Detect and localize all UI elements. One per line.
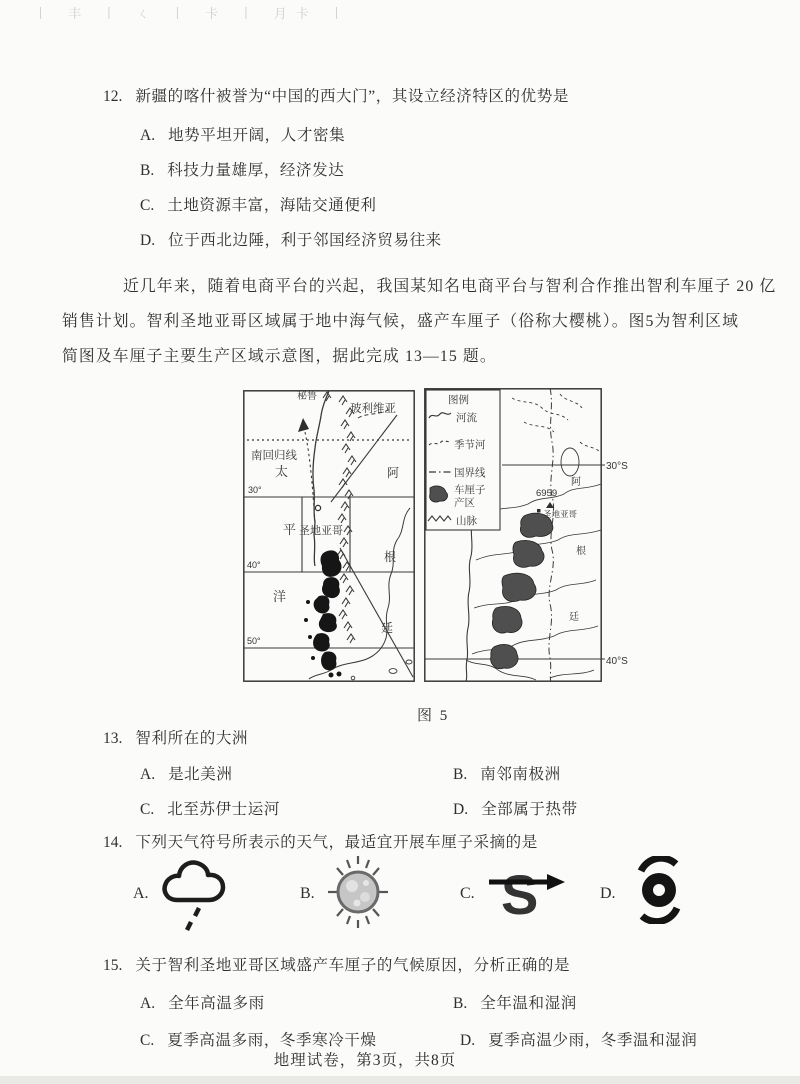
q14-option-a-label: A. — [133, 885, 149, 902]
question-12-stem — [103, 84, 569, 106]
label-peru: 秘鲁 — [297, 391, 317, 402]
santiago-city-marker — [315, 505, 320, 510]
question-13-stem: 13. 智利所在的大洲 — [103, 730, 249, 747]
label-santiago: 圣地亚哥 — [299, 525, 343, 537]
page-footer: 地理试卷，第3页，共8页 — [273, 1052, 457, 1069]
sunny-icon — [322, 850, 394, 934]
q13-option-c: C. 北至苏伊士运河 — [140, 801, 280, 818]
label-argentina-3: 廷 — [381, 621, 394, 635]
figure-caption: 图 5 — [417, 708, 450, 724]
q12-option-b: B. 科技力量雄厚，经济发达 — [140, 162, 345, 179]
cherry-production-map — [424, 388, 642, 682]
legend-title: 图例 — [448, 394, 469, 406]
label-peak-height: 6959 — [536, 488, 558, 499]
legend-river-label: 河流 — [456, 412, 477, 424]
southern-chile-islands — [304, 550, 342, 677]
q15-option-b: B. 全年温和湿润 — [453, 995, 577, 1012]
label-lat-30: 30° — [248, 485, 262, 495]
chile-coastline — [313, 391, 329, 566]
sandstorm-icon — [487, 862, 571, 924]
label-argentina-3: 廷 — [569, 612, 579, 623]
q12-option-c: C. 土地资源丰富，海陆交通便利 — [140, 197, 377, 214]
label-bolivia: 玻利维亚 — [350, 403, 396, 415]
q15-option-a: A. 全年高温多雨 — [140, 995, 265, 1012]
question-14-stem: 14. 下列天气符号所表示的天气，最适宜开展车厘子采摘的是 — [103, 834, 538, 851]
question-15-stem: 15. 关于智利圣地亚哥区域盛产车厘子的气候原因，分析正确的是 — [103, 957, 571, 974]
q15-option-d: D. 夏季高温少雨，冬季温和湿润 — [460, 1032, 698, 1049]
border-diagonal-north — [331, 415, 400, 502]
label-pacific-1: 太 — [275, 464, 289, 479]
q13-option-a: A. 是北美洲 — [140, 766, 233, 783]
label-santiago: 圣地亚哥 — [543, 509, 578, 519]
question-12-number: 12. — [103, 88, 123, 105]
q13-option-b: B. 南邻南极洲 — [453, 766, 561, 783]
rain-icon — [155, 852, 239, 934]
q12-option-d: D. 位于西北边陲，利于邻国经济贸易往来 — [140, 232, 442, 249]
label-lat-30s: 30°S — [606, 461, 628, 472]
passage-line-1: 近几年来，随着电商平台的兴起，我国某知名电商平台与智利合作推出智利车厘子 20 亿 — [123, 278, 777, 295]
svg-text:S: S — [501, 863, 539, 924]
chile-overview-map — [243, 390, 415, 682]
santiago-marker — [537, 509, 541, 513]
label-lat-40: 40° — [247, 560, 261, 570]
label-argentina-1: 阿 — [387, 466, 400, 480]
passage-line-3: 简图及车厘子主要生产区域示意图，据此完成 13—15 题。 — [62, 348, 497, 365]
map-legend — [426, 390, 500, 530]
q13-option-d: D. 全部属于热带 — [453, 801, 578, 818]
legend-seasonal-label: 季节河 — [454, 439, 486, 451]
label-argentina-2: 根 — [576, 546, 586, 557]
q14-option-c-label: C. — [460, 885, 475, 902]
typhoon-icon — [628, 856, 692, 924]
q14-option-d-label: D. — [600, 885, 616, 902]
passage-line-2: 销售计划。智利圣地亚哥区域属于地中海气候，盛产车厘子（俗称大樱桃）。图5为智利区域 — [62, 313, 739, 330]
cherry-production-areas — [491, 513, 553, 669]
legend-mountain-label: 山脉 — [456, 515, 477, 527]
seasonal-rivers — [512, 394, 600, 452]
q15-option-c: C. 夏季高温多雨，冬季寒冷干燥 — [140, 1032, 377, 1049]
current-arrowhead-icon — [298, 418, 309, 432]
label-pacific-2: 平 — [283, 522, 297, 537]
label-pacific-3: 洋 — [273, 589, 287, 604]
legend-cherry-label-2: 产区 — [454, 497, 475, 509]
label-argentina-2: 根 — [384, 550, 397, 564]
question-12-text: 新疆的喀什被誉为“中国的西大门”，其设立经济特区的优势是 — [135, 88, 569, 105]
scan-edge-shadow — [0, 1076, 800, 1084]
legend-border-label: 国界线 — [454, 467, 486, 479]
q14-option-b-label: B. — [300, 885, 315, 902]
q12-option-a: A. 地势平坦开阔，人才密集 — [140, 127, 346, 144]
scan-artifact-marks: 丨 丰 丨 ㄑ 丨 卡 丨 月卡 丨 — [34, 6, 353, 21]
peak-triangle-icon — [546, 502, 554, 508]
legend-cherry-label-1: 车厘子 — [454, 484, 486, 496]
label-tropic: 南回归线 — [251, 450, 297, 462]
label-argentina-1: 阿 — [571, 477, 581, 488]
label-lat-50: 50° — [247, 636, 261, 646]
label-lat-40s: 40°S — [606, 656, 628, 667]
